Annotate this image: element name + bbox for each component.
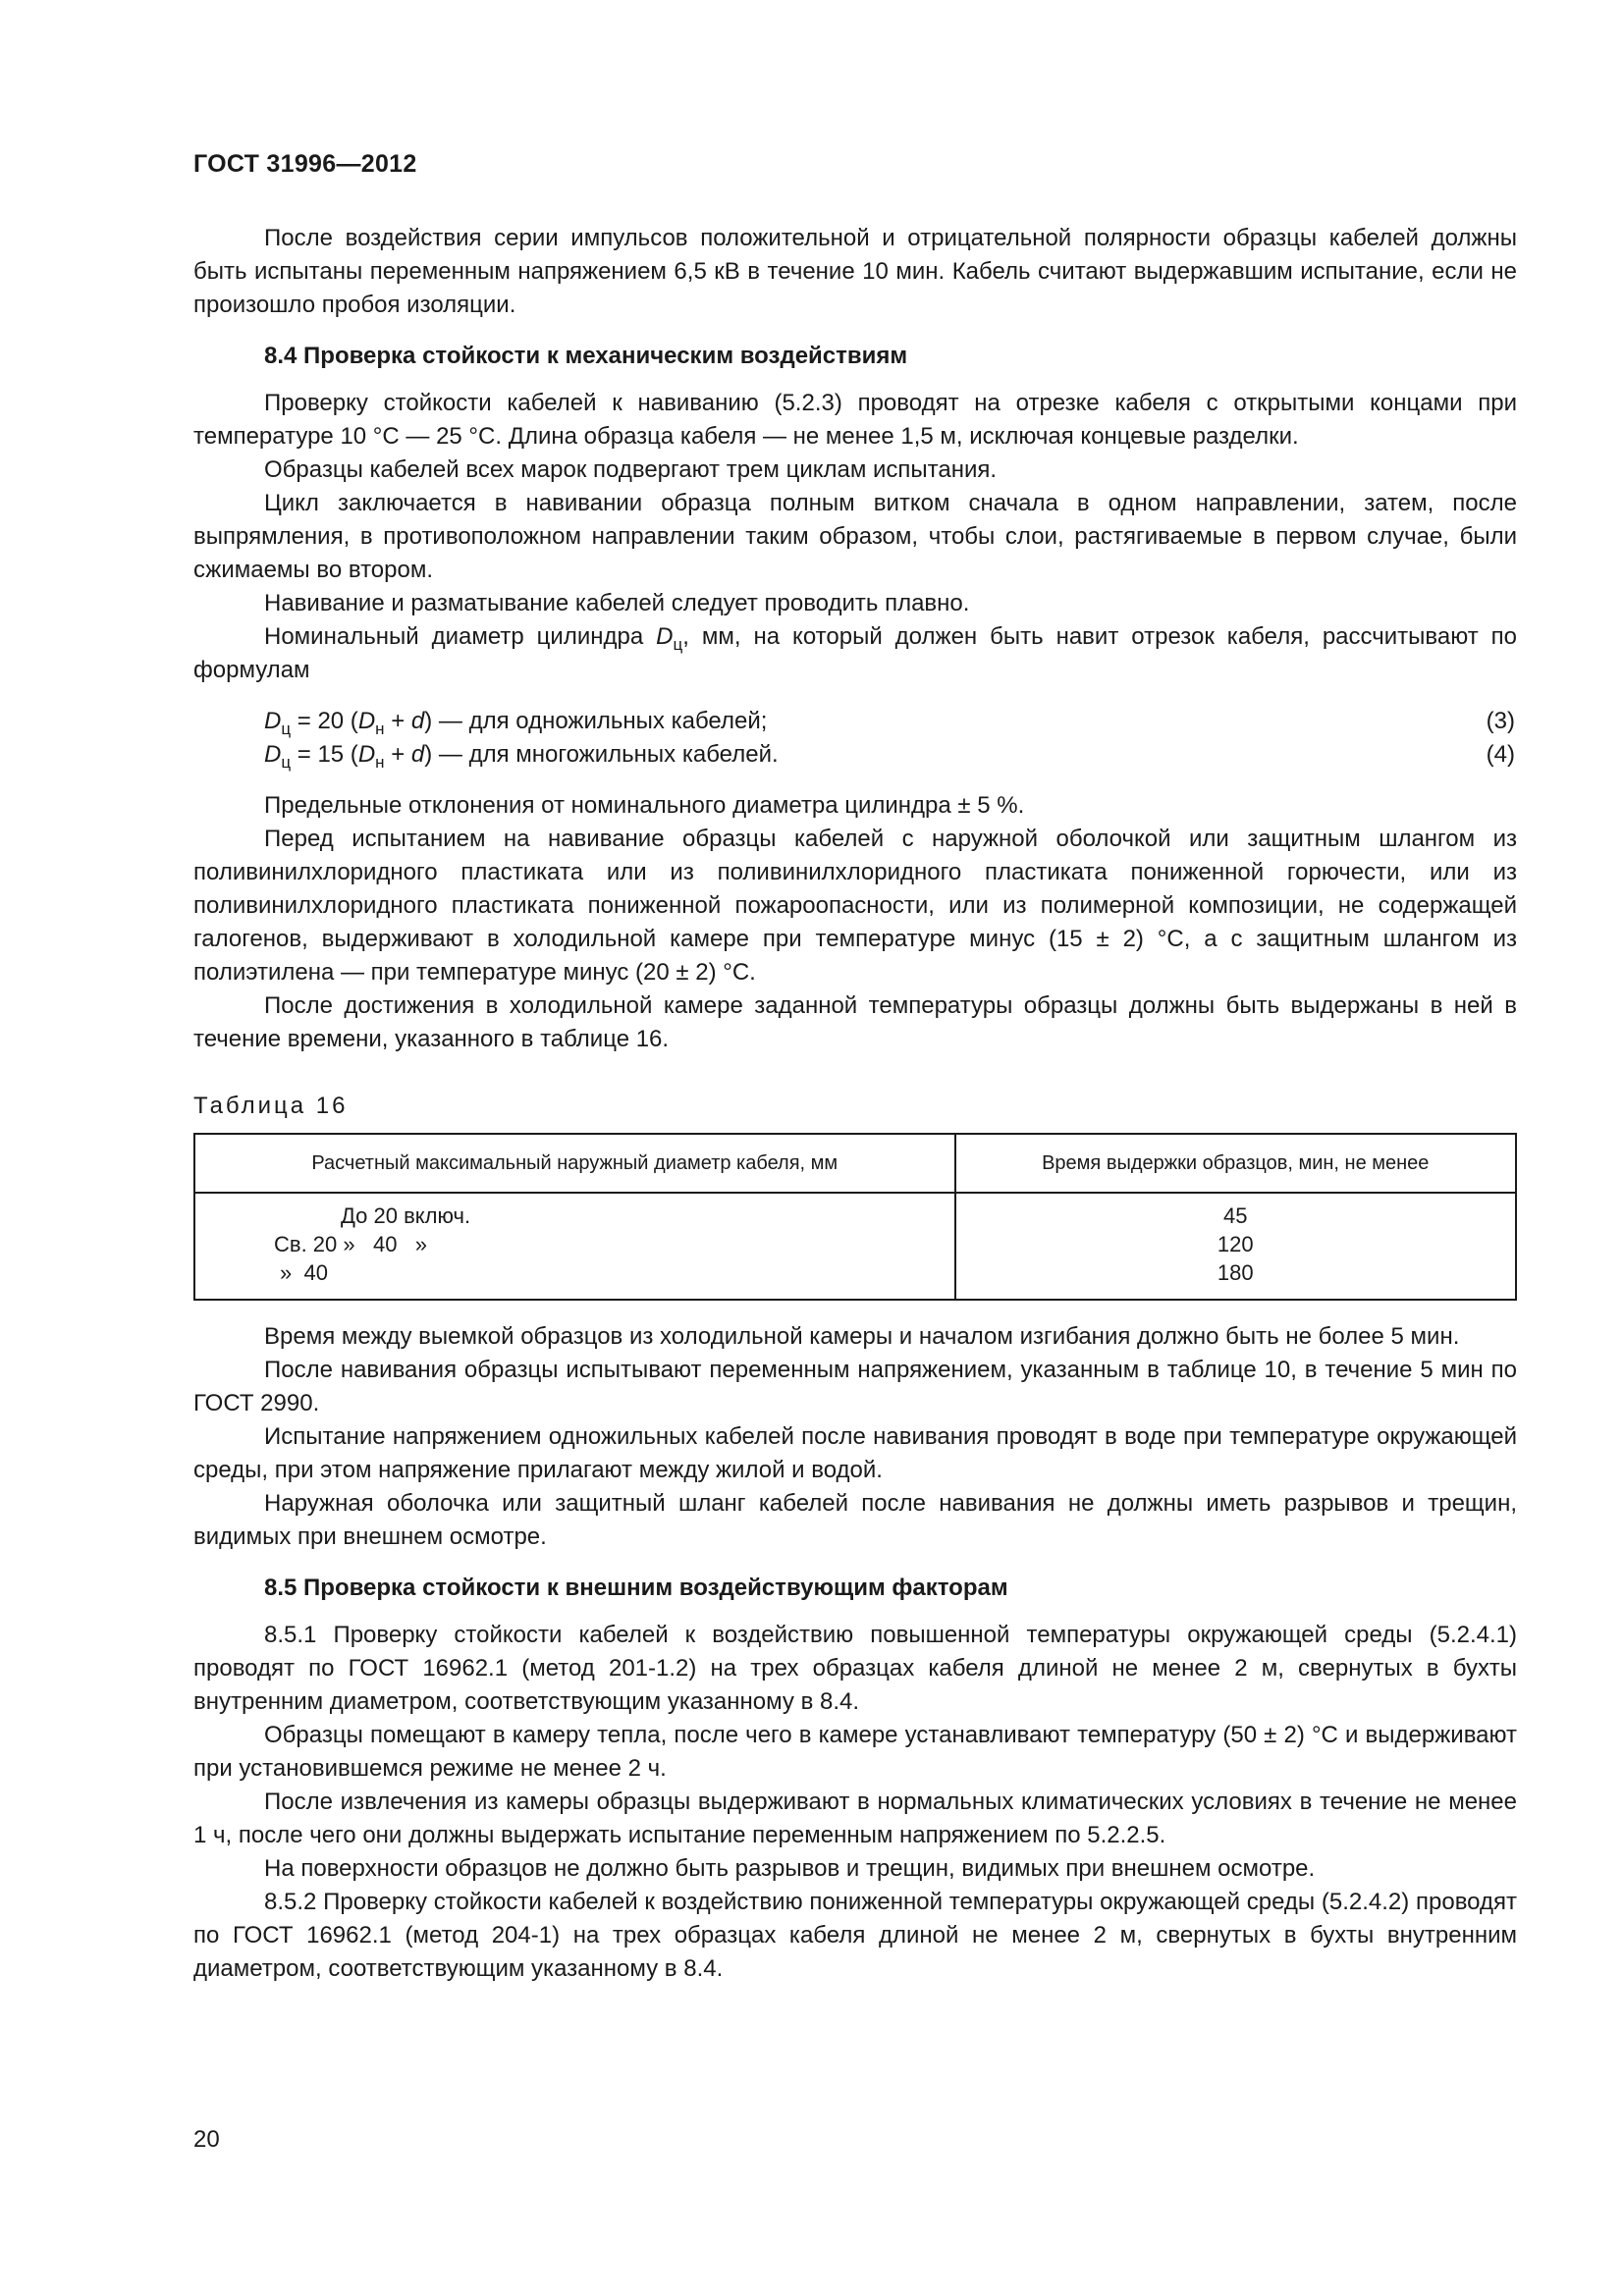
formula-expression: $D_ц = 15$ $(D_н + d)$ — для многожильных кабелей. <box>264 741 779 772</box>
paragraph: Наружная оболочка или защитный шланг кабелей после навивания не должны иметь разрывов и трещин, видимых при внешнем осмотре. <box>193 1490 1517 1550</box>
paragraph: Перед испытанием на навивание образцы кабелей с наружной оболочкой или защитным шлангом из поливинилхлоридного пластиката или из поливинилхлоридного пластиката пониженной горючести, или из поливинилхлоридного пластиката пониженной пожароопасности, или из полимерной композиции, не содержащей галогенов, выдерживают в холодильной камере при температуре минус (15 ± 2) °С, а с защитным шлангом из полиэтилена — при температуре минус (20 ± 2) °С. <box>193 826 1517 986</box>
paragraph: Испытание напряжением одножильных кабелей после навивания проводят в воде при температуре окружающей среды, при этом напряжение прилагают между жилой и водой. <box>193 1423 1517 1483</box>
document-header: ГОСТ 31996—2012 <box>193 150 417 178</box>
text-fragment: , мм, на который должен быть навит отрезок кабеля, рассчитывают по формулам <box>193 623 1518 683</box>
paragraph: Проверку стойкости кабелей к навиванию (5.2.3) проводят на отрезке кабеля с открытыми концами при температуре 10 °С — 25 °С. Длина образца кабеля — не менее 1,5 м, исключая концевые разделки. <box>193 390 1517 450</box>
document-body <box>193 222 1517 1986</box>
table-header-cell: Расчетный максимальный наружный диаметр кабеля, мм <box>194 1134 955 1193</box>
table-row <box>194 1193 1516 1300</box>
paragraph: 8.5.1 Проверку стойкости кабелей к воздействию повышенной температуры окружающей среды (5.2.4.1) проводят по ГОСТ 16962.1 (метод 201-1.2) на трех образцах кабеля длиной не менее 2 м, свернутых в бухты внутренним диаметром, соответствующим указанному в 8.4. <box>193 1622 1517 1715</box>
paragraph: На поверхности образцов не должно быть разрывов и трещин, видимых при внешнем осмотре. <box>264 1855 1316 1882</box>
formula-expression: $D_ц = 20$ $(D_н + d)$ — для одножильных кабелей; <box>264 708 768 738</box>
paragraph-formula-intro <box>193 620 1517 687</box>
page-number: 20 <box>193 2126 220 2153</box>
paragraph: Время между выемкой образцов из холодильной камеры и началом изгибания должно быть не более 5 мин. <box>264 1323 1460 1350</box>
paragraph: После навивания образцы испытывают переменным напряжением, указанным в таблице 10, в течение 5 мин по ГОСТ 2990. <box>193 1357 1517 1416</box>
table-cell: » 40 <box>280 1260 328 1285</box>
text-fragment: Номинальный диаметр цилиндра <box>264 623 657 650</box>
paragraph: Образцы кабелей всех марок подвергают трем циклам испытания. <box>264 456 998 483</box>
formula-number: (3) <box>1486 708 1515 734</box>
table-cell: 45 <box>1223 1203 1248 1228</box>
formula-4 <box>193 738 1517 772</box>
table-cell: 180 <box>1217 1260 1254 1285</box>
formula-3 <box>193 705 1517 738</box>
subscript-ts: ц <box>673 635 683 654</box>
paragraph: После извлечения из камеры образцы выдерживают в нормальных климатических условиях в течение не менее 1 ч, после чего они должны выдержать испытание переменным напряжением по 5.2.2.5. <box>193 1789 1517 1848</box>
paragraph: После воздействия серии импульсов положительной и отрицательной полярности образцы кабелей должны быть испытаны переменным напряжением 6,5 кВ в течение 10 мин. Кабель считают выдержавшим испытание, если не произошло пробоя изоляции. <box>193 225 1517 318</box>
paragraph: Образцы помещают в камеру тепла, после чего в камере устанавливают температуру (50 ± 2) °С и выдерживают при установившемся режиме не менее 2 ч. <box>193 1722 1517 1782</box>
symbol-D: D <box>656 623 674 650</box>
table-header-cell: Время выдержки образцов, мин, не менее <box>955 1134 1516 1193</box>
section-heading-8-5: 8.5 Проверка стойкости к внешним воздействующим факторам <box>264 1575 1008 1601</box>
paragraph: 8.5.2 Проверку стойкости кабелей к воздействию пониженной температуры окружающей среды (5.2.4.2) проводят по ГОСТ 16962.1 (метод 204-1) на трех образцах кабеля длиной не менее 2 м, свернутых в бухты внутренним диаметром, соответствующим указанному в 8.4. <box>193 1889 1517 1982</box>
formula-number: (4) <box>1486 741 1515 768</box>
table-cell: До 20 включ. <box>341 1203 471 1228</box>
table-cell-times <box>955 1193 1516 1300</box>
table-cell: Св. 20 » 40 » <box>274 1232 427 1256</box>
paragraph: Цикл заключается в навивании образца полным витком сначала в одном направлении, затем, после выпрямления, в противоположном направлении таким образом, чтобы слои, растягиваемые в первом случае, были сжимаемы во втором. <box>193 490 1517 583</box>
paragraph: Навивание и разматывание кабелей следует проводить плавно. <box>264 590 970 616</box>
table-cell: 120 <box>1217 1232 1254 1256</box>
table-cell-diameters <box>194 1193 955 1300</box>
table-title: Таблица 16 <box>193 1093 349 1119</box>
table-16 <box>193 1133 1517 1301</box>
paragraph: После достижения в холодильной камере заданной температуры образцы должны быть выдержаны в ней в течение времени, указанного в таблице 16. <box>193 992 1517 1052</box>
section-heading-8-4: 8.4 Проверка стойкости к механическим воздействиям <box>264 343 908 369</box>
paragraph: Предельные отклонения от номинального диаметра цилиндра ± 5 %. <box>264 792 1025 819</box>
